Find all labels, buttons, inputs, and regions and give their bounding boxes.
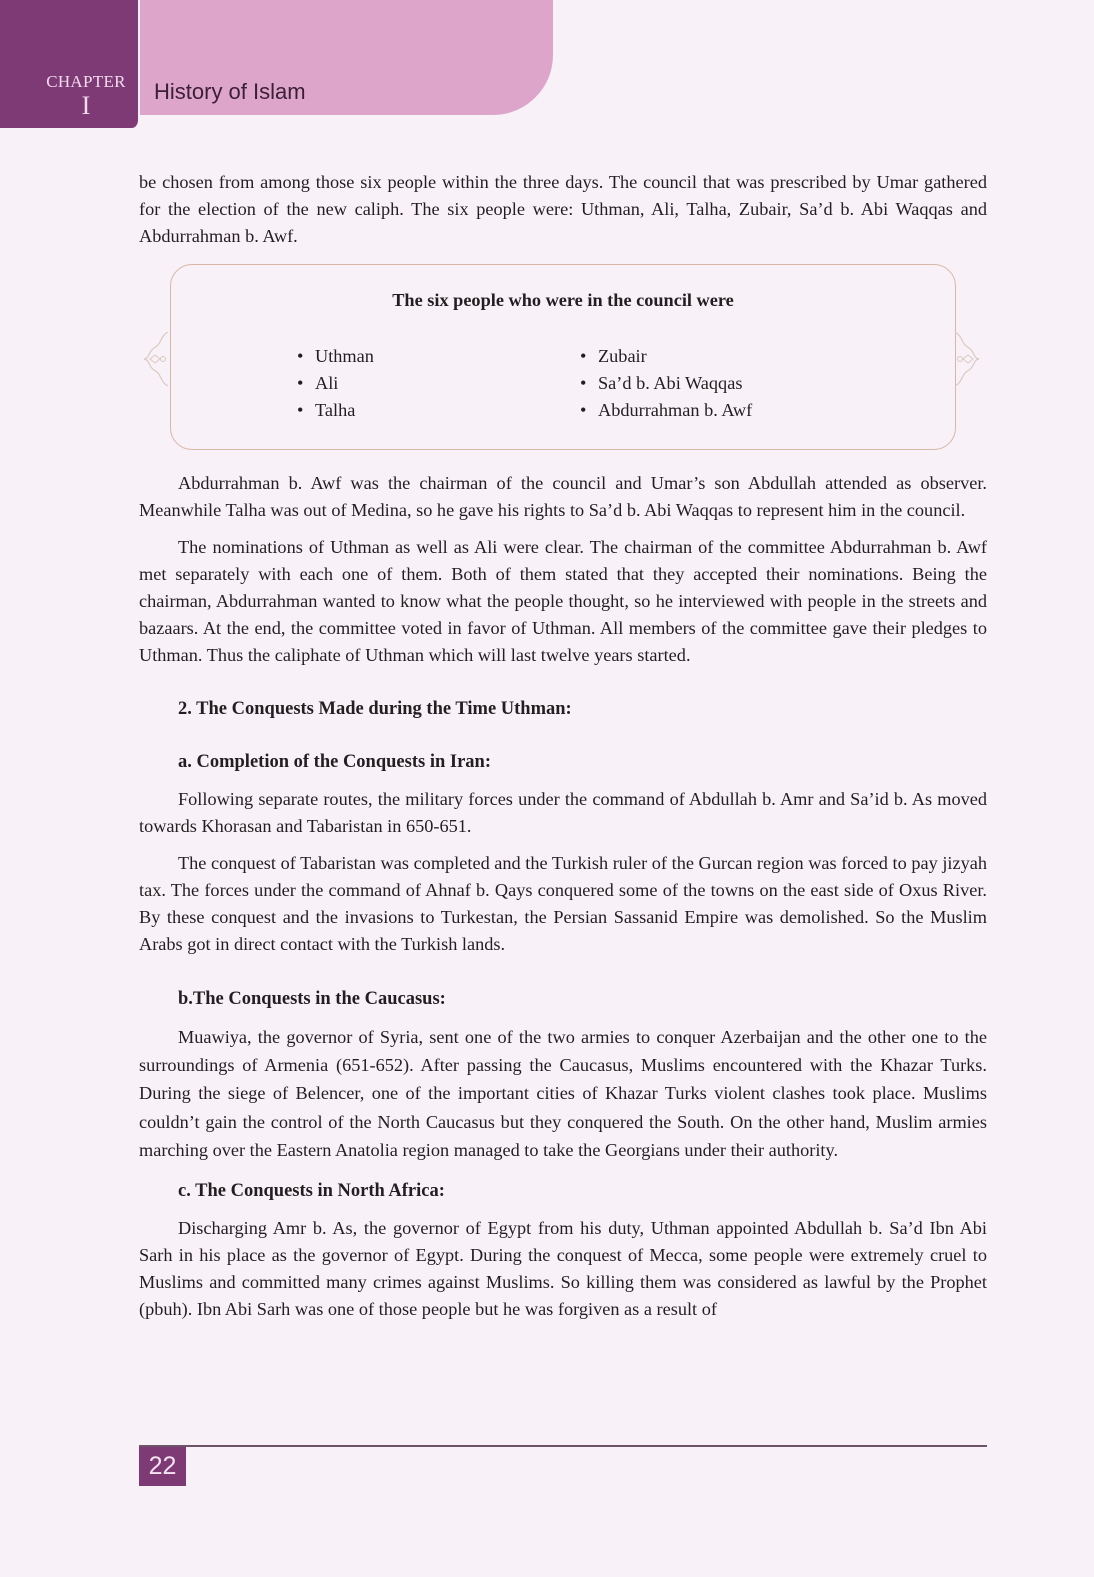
chapter-label: CHAPTER xyxy=(46,72,126,91)
council-box-frame xyxy=(170,264,956,450)
paragraph: The nominations of Uthman as well as Ali were clear. The chairman of the committee Abdurrahman b. Awf met separately with each one of them. Both of them stated that they accepted their nominations. Being the chairman, Abdurrahman wanted to know what the people thought, so he interviewed with people in the streets and bazaars. At the end, the committee voted in favor of Uthman. All members of the committee gave their pledges to Uthman. Thus the caliphate of Uthman which will last twelve years started. xyxy=(139,537,987,665)
paragraph: Following separate routes, the military forces under the command of Abdullah b. Amr and Sa’id b. As moved towards Khorasan and Tabaristan in 650-651. xyxy=(139,789,987,836)
page-number: 22 xyxy=(139,1447,186,1486)
chapter-number: I xyxy=(81,91,91,120)
ornament-right-icon xyxy=(955,330,981,388)
page-content xyxy=(139,169,987,1323)
paragraph: Muawiya, the governor of Syria, sent one of the two armies to conquer Azerbaijan and the other one to the surroundings of Armenia (651-652). After passing the Caucasus, Muslims encountered with the Khazar Turks. During the siege of Belencer, one of the important cities of Khazar Turks violent clashes took place. Muslims couldn’t gain the control of the North Caucasus but they conquered the South. On the other hand, Muslim armies marching over the Eastern Anatolia region managed to take the Georgians under their authority. xyxy=(139,1027,987,1160)
council-box-title: The six people who were in the council were xyxy=(392,290,734,310)
footer-rule xyxy=(139,1445,987,1447)
chapter-block xyxy=(0,0,140,128)
intro-paragraph: be chosen from among those six people within the three days. The council that was prescribed by Umar gathered for the election of the new caliph. The six people were: Uthman, Ali, Talha, Zubair, Sa’d b. Abi Waqqas and Abdurrahman b. Awf. xyxy=(139,172,987,246)
list-item: • Uthman xyxy=(297,343,374,370)
subsection-heading: c. The Conquests in North Africa: xyxy=(178,1181,445,1202)
paragraph: Discharging Amr b. As, the governor of Egypt from his duty, Uthman appointed Abdullah b. Sa’d Ibn Abi Sarh in his place as the governor of Egypt. During the conquest of Mecca, some people were extremely cruel to Muslims and committed many crimes against Muslims. So killing them was considered as lawful by the Prophet (pbuh). Ibn Abi Sarh was one of those people but he was forgiven as a result of xyxy=(139,1218,987,1320)
council-list-col1 xyxy=(297,343,374,424)
paragraph: Abdurrahman b. Awf was the chairman of the council and Umar’s son Abdullah attended as observer. Meanwhile Talha was out of Medina, so he gave his rights to Sa’d b. Abi Waqqas to represent him in the council. xyxy=(139,473,987,520)
council-box xyxy=(139,264,987,454)
list-item: • Zubair xyxy=(580,343,752,370)
book-title: History of Islam xyxy=(154,79,306,104)
list-item: • Sa’d b. Abi Waqqas xyxy=(580,370,752,397)
list-item: • Abdurrahman b. Awf xyxy=(580,397,752,424)
section-heading: 2. The Conquests Made during the Time Uthman: xyxy=(178,699,572,719)
list-item: • Ali xyxy=(297,370,374,397)
subsection-heading: b.The Conquests in the Caucasus: xyxy=(178,989,446,1009)
subsection-heading: a. Completion of the Conquests in Iran: xyxy=(178,752,491,772)
paragraph: The conquest of Tabaristan was completed and the Turkish ruler of the Gurcan region was forced to pay jizyah tax. The forces under the command of Ahnaf b. Qays conquered some of the towns on the east side of Oxus River. By these conquest and the invasions to Turkestan, the Persian Sassanid Empire was demolished. So the Muslim Arabs got in direct contact with the Turkish lands. xyxy=(139,853,987,954)
council-list-col2 xyxy=(580,343,752,424)
list-item: • Talha xyxy=(297,397,374,424)
ornament-left-icon xyxy=(142,330,168,388)
